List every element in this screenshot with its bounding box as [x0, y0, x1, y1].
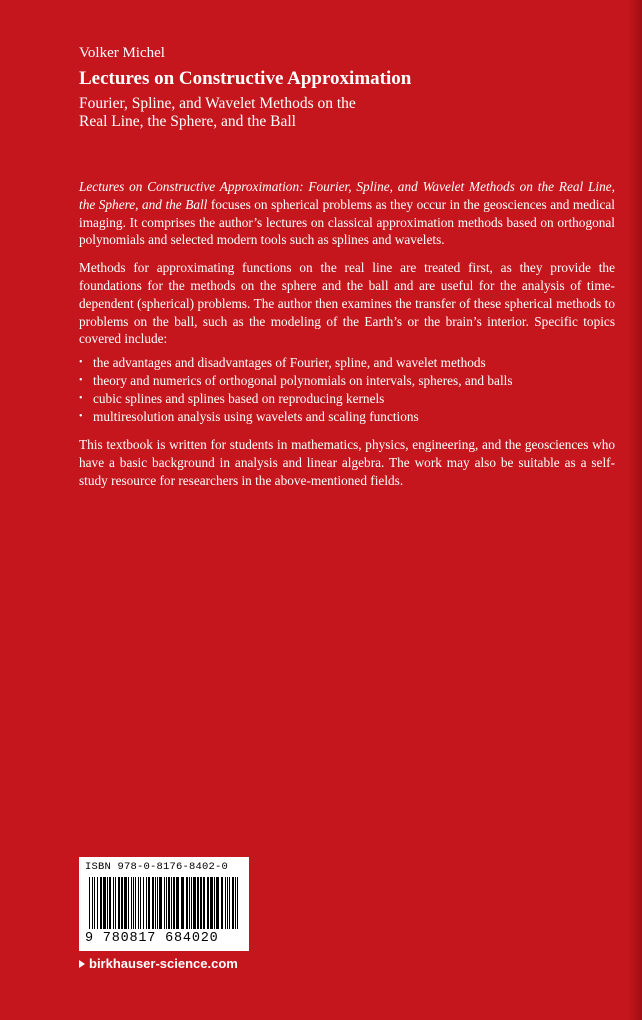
title-reference: Lectures on Constructive Approximation: Fourier, Spline, and Wavelet Methods on the Real Line, the Sphere, and the Ball: [79, 179, 615, 212]
description-paragraph-1: [79, 178, 615, 249]
description: [79, 178, 615, 490]
spine-edge-shade: [628, 0, 642, 1020]
isbn-barcode: [79, 857, 249, 951]
subtitle-line-2: Real Line, the Sphere, and the Ball: [79, 113, 296, 130]
barcode-bars: [87, 877, 241, 929]
list-item: • multiresolution analysis using wavelets and scaling functions: [79, 408, 615, 426]
back-cover-content: [79, 44, 615, 500]
description-paragraph-3: This textbook is written for students in mathematics, physics, engineering, and the geosciences who have a basic background in analysis and linear algebra. The work may also be suitable as a self-study resource for researchers in the above-mentioned fields.: [79, 437, 615, 488]
book-title: Lectures on Constructive Approximation: [79, 68, 412, 89]
barcode-digits: 9 780817 684020: [85, 931, 219, 946]
subtitle-line-1: Fourier, Spline, and Wavelet Methods on the: [79, 95, 356, 112]
description-paragraph-2: Methods for approximating functions on the real line are treated first, as they provide the foundations for the methods on the sphere and the ball and are useful for the analysis of time-dependent (spherical) problems. The author then examines the transfer of these spherical methods to problems on the ball, such as the modeling of the Earth’s or the brain’s interior. Specific topics covered include:: [79, 260, 615, 347]
isbn-label: ISBN 978-0-8176-8402-0: [85, 861, 229, 873]
list-item: • theory and numerics of orthogonal polynomials on intervals, spheres, and balls: [79, 372, 615, 390]
description-paragraph-1-text: focuses on spherical problems as they occur in the geosciences and medical imaging. It comprises the author’s lectures on classical approximation methods based on orthogonal polynomials and selected modern tools such as splines and wavelets.: [79, 196, 615, 248]
book-subtitle: [79, 95, 615, 131]
list-item: • cubic splines and splines based on reproducing kernels: [79, 390, 615, 408]
publisher-website[interactable]: birkhauser-science.com: [89, 956, 238, 971]
list-item: • the advantages and disadvantages of Fourier, spline, and wavelet methods: [79, 354, 615, 372]
publisher-link[interactable]: [79, 956, 238, 971]
arrow-right-icon: [79, 960, 85, 968]
topics-list: [79, 354, 615, 426]
author-name: Volker Michel: [79, 45, 165, 61]
